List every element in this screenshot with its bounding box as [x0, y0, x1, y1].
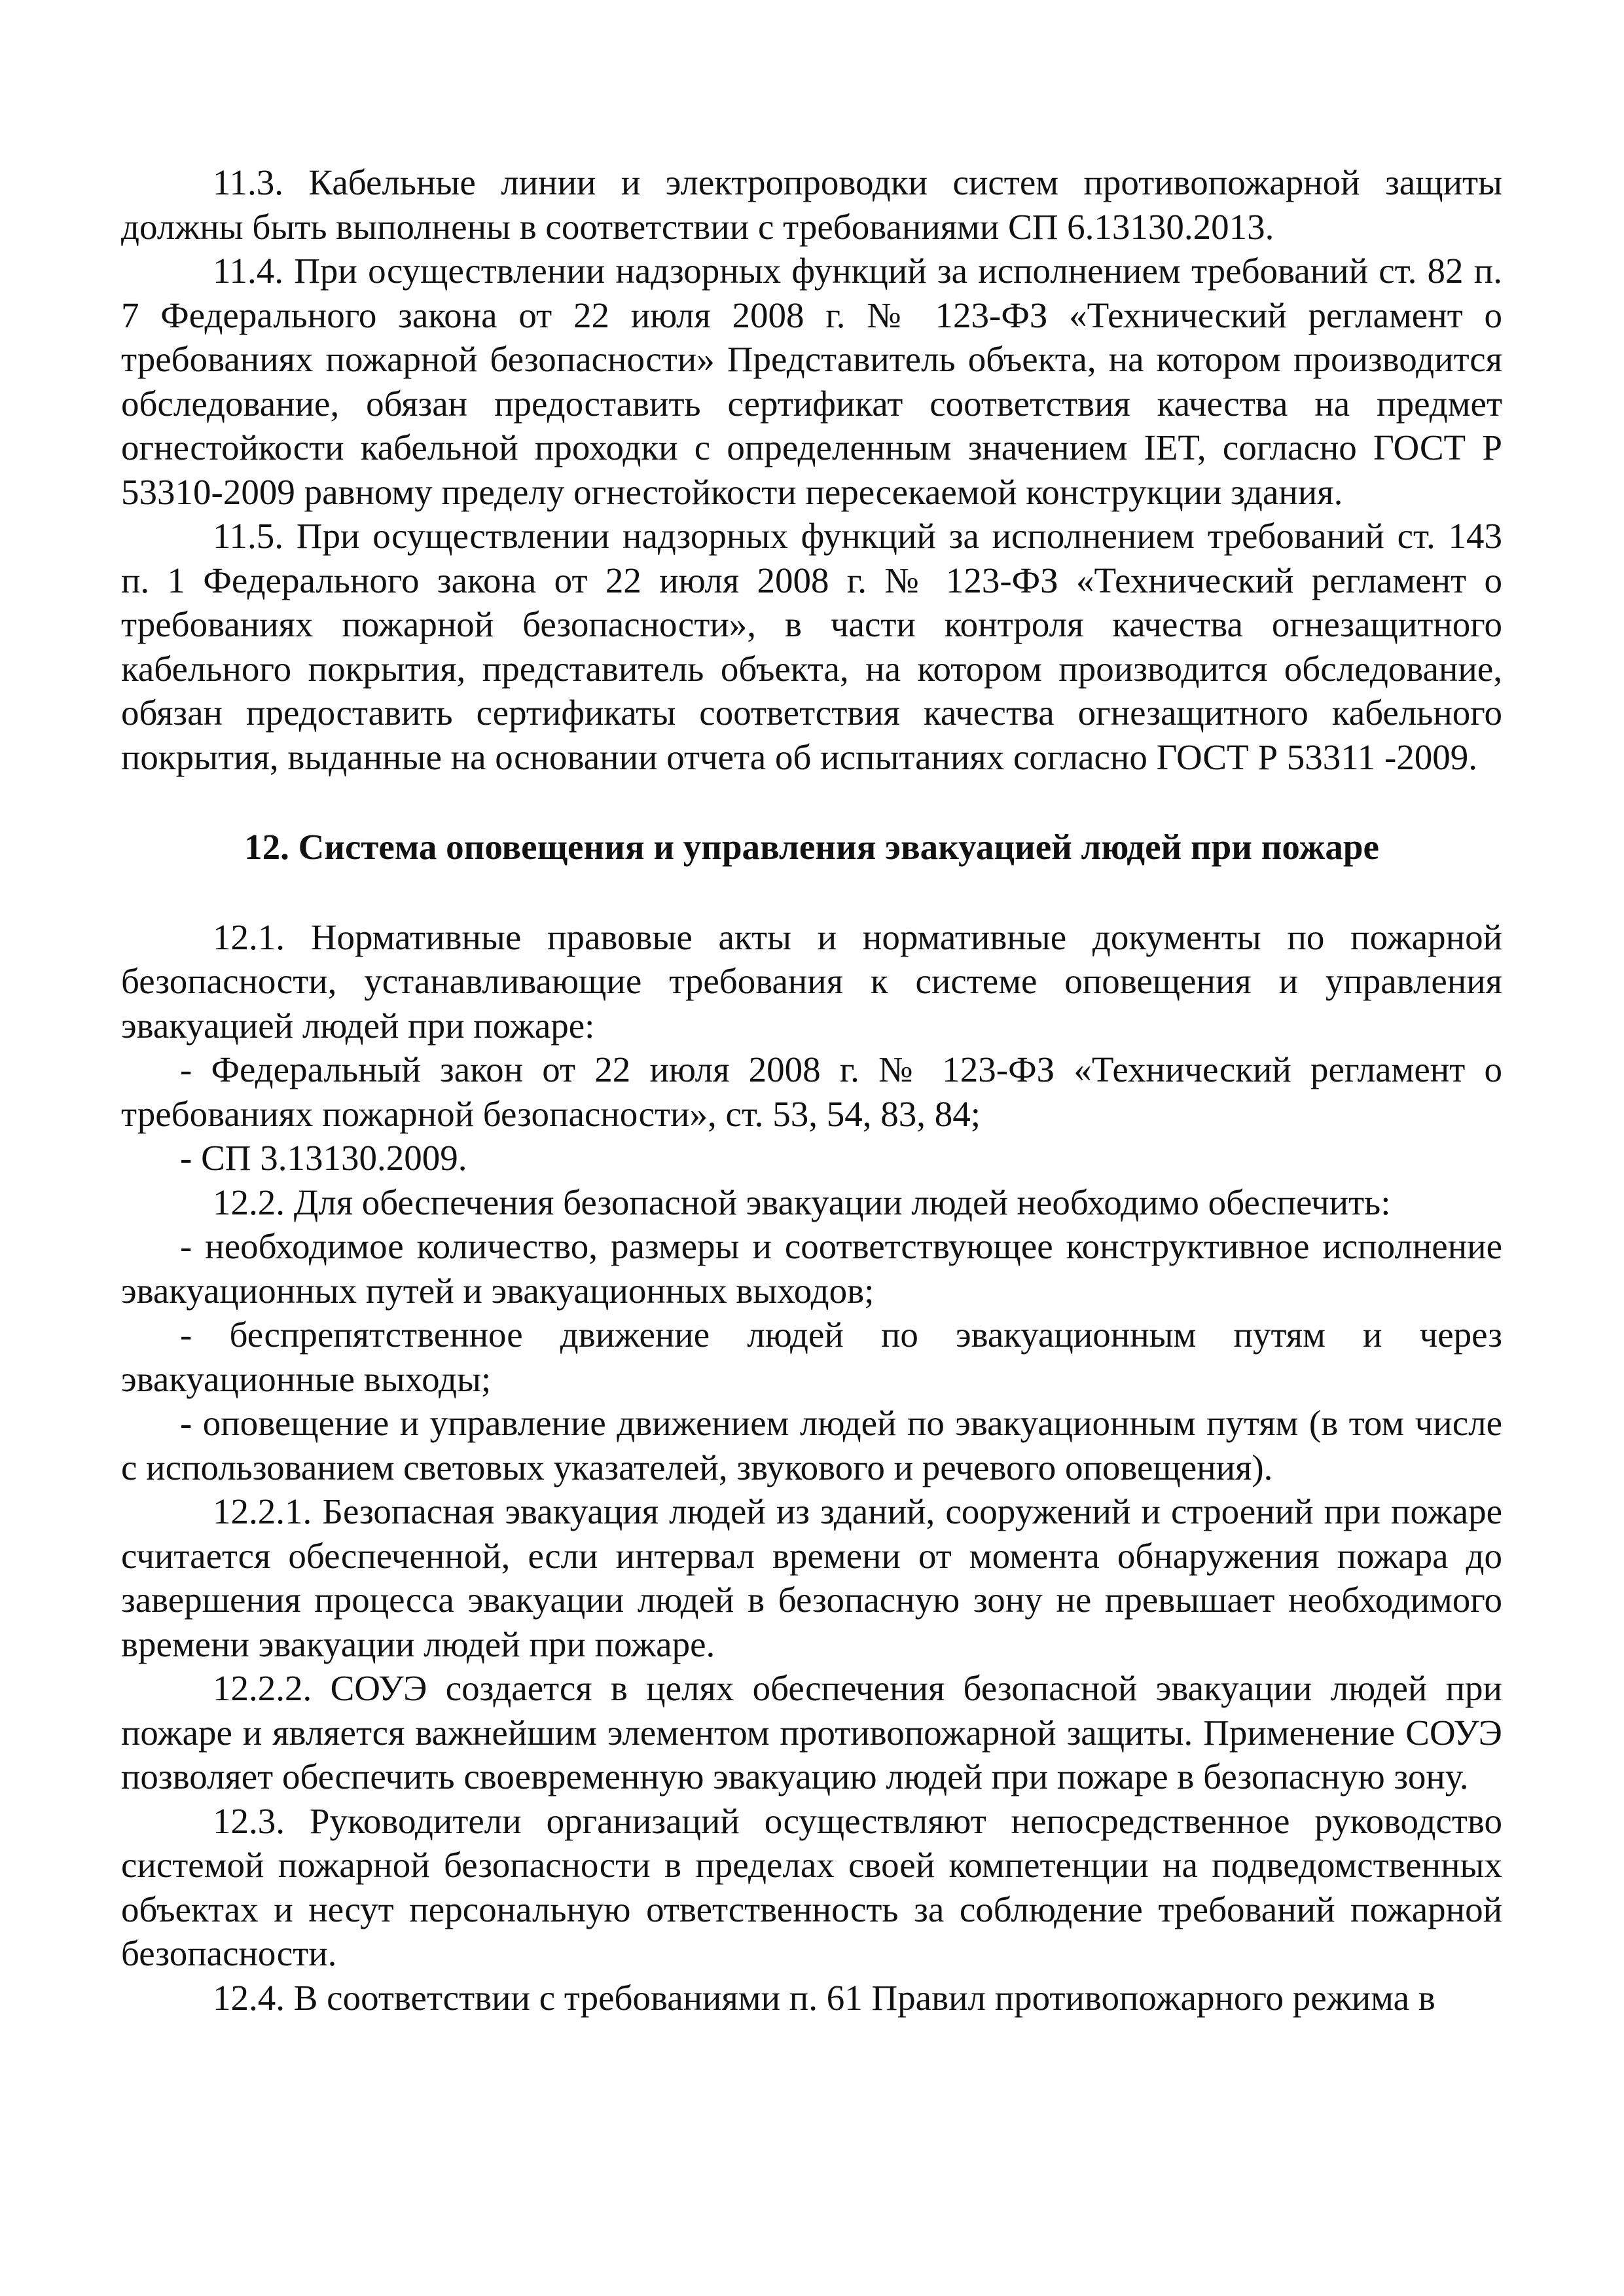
list-item-12-1-2: - СП 3.13130.2009.	[180, 1138, 467, 1178]
paragraph-12-3: 12.3. Руководители организаций осуществляют непосредственное руководство системой пожарной безопасности в пределах своей компетенции на подведомственных объектах и несут персональную ответственность за соблюдение требований пожарной безопасности.	[121, 1800, 1502, 1973]
paragraph-12-1: 12.1. Нормативные правовые акты и нормативные документы по пожарной безопасности, устанавливающие требования к системе оповещения и управления эвакуацией людей при пожаре:	[121, 917, 1502, 1046]
list-item-12-2-3: - оповещение и управление движением людей по эвакуационным путям (в том числе с использованием световых указателей, звукового и речевого оповещения).	[121, 1403, 1502, 1487]
paragraph-11-4: 11.4. При осуществлении надзорных функций за исполнением требований ст. 82 п. 7 Федерального закона от 22 июля 2008 г. № 123-ФЗ «Технический регламент о требованиях пожарной безопасности» Представитель объекта, на котором производится обследование, обязан предоставить сертификат соответствия качества на предмет огнестойкости кабельной проходки с определенным значением IET, согласно ГОСТ Р 53310-2009 равному пределу огнестойкости пересекаемой конструкции здания.	[121, 251, 1502, 512]
list-item-12-2-1: - необходимое количество, размеры и соответствующее конструктивное исполнение эвакуационных путей и эвакуационных выходов;	[121, 1226, 1502, 1311]
list-item-12-2-2: - беспрепятственное движение людей по эвакуационным путям и через эвакуационные выходы;	[121, 1315, 1502, 1399]
paragraph-11-5: 11.5. При осуществлении надзорных функций за исполнением требований ст. 143 п. 1 Федерального закона от 22 июля 2008 г. № 123-ФЗ «Технический регламент о требованиях пожарной безопасности», в части контроля качества огнезащитного кабельного покрытия, представитель объекта, на котором производится обследование, обязан предоставить сертификаты соответствия качества огнезащитного кабельного покрытия, выданные на основании отчета об испытаниях согласно ГОСТ Р 53311 -2009.	[121, 516, 1502, 777]
paragraph-12-4: 12.4. В соответствии с требованиями п. 61 Правил противопожарного режима в	[213, 1977, 1435, 2018]
paragraph-12-2-1: 12.2.1. Безопасная эвакуация людей из зданий, сооружений и строений при пожаре считается обеспеченной, если интервал времени от момента обнаружения пожара до завершения процесса эвакуации людей в безопасную зону не превышает необходимого времени эвакуации людей при пожаре.	[121, 1491, 1502, 1664]
paragraph-12-2: 12.2. Для обеспечения безопасной эвакуации людей необходимо обеспечить:	[213, 1182, 1391, 1222]
document-page	[121, 160, 1502, 2020]
section-12-heading: 12. Система оповещения и управления эвакуацией людей при пожаре	[244, 827, 1379, 867]
list-item-12-1-1: - Федеральный закон от 22 июля 2008 г. № 123-ФЗ «Технический регламент о требованиях пожарной безопасности», ст. 53, 54, 83, 84;	[121, 1049, 1502, 1134]
paragraph-11-3: 11.3. Кабельные линии и электропроводки систем противопожарной защиты должны быть выполнены в соответствии с требованиями СП 6.13130.2013.	[121, 162, 1502, 247]
paragraph-12-2-2: 12.2.2. СОУЭ создается в целях обеспечения безопасной эвакуации людей при пожаре и является важнейшим элементом противопожарной защиты. Применение СОУЭ позволяет обеспечить своевременную эвакуацию людей при пожаре в безопасную зону.	[121, 1668, 1502, 1796]
